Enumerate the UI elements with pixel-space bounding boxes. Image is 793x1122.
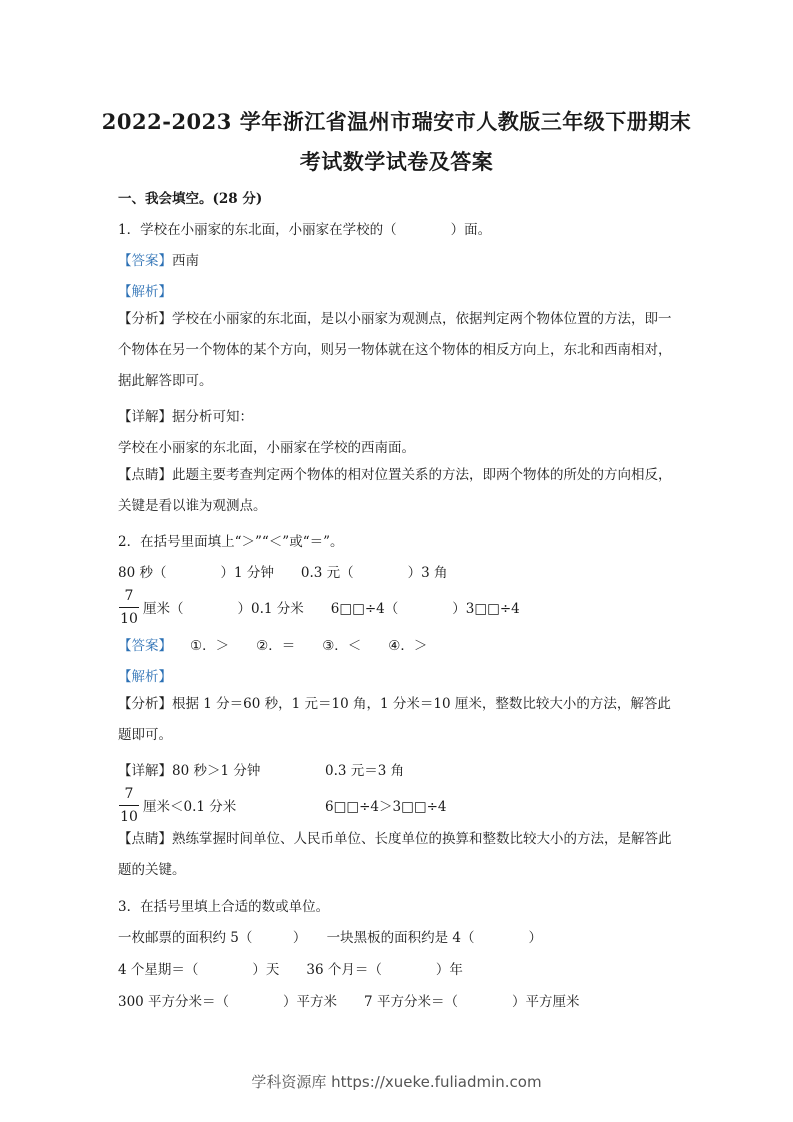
q2-row2: 厘米（ ）0.1 分米 6□□÷4（ ）3□□÷4: [143, 601, 520, 617]
q2-answer: [118, 634, 427, 654]
q1-fenxi: 【分析】学校在小丽家的东北面，是以小丽家为观测点，依据判定两个物体位置的方法，即一个物体在另一个物体的某个方向，则另一物体就在这个物体的相反方向上，东北和西南相对，据此解答即可。: [118, 311, 672, 389]
page-title-line2: 考试数学试卷及答案: [299, 149, 494, 174]
q1-analysis-label: 【解析】: [118, 284, 172, 300]
page-title-line1: 2022-2023 学年浙江省温州市瑞安市人教版三年级下册期末: [101, 109, 692, 134]
q2-xiangjie-c: 厘米＜0.1 分米: [143, 799, 237, 815]
q2-answer-value: ①．＞ ②．＝ ③．＜ ④．＞: [190, 638, 428, 654]
fraction-denominator: 10: [120, 611, 138, 627]
q1-answer: [118, 249, 199, 269]
q2-fenxi: 【分析】根据 1 分＝60 秒，1 元＝10 角，1 分米＝10 厘米，整数比较大小的方法，解答此题即可。: [118, 696, 671, 743]
question-2: 2．在括号里面填上“＞”“＜”或“＝”。: [118, 534, 344, 550]
page-footer-watermark: 学科资源库 https://xueke.fuliadmin.com: [251, 1073, 542, 1091]
q2-xiangjie-d: 6□□÷4＞3□□÷4: [325, 799, 447, 815]
fraction-numerator: 7: [124, 786, 134, 802]
q2-answer-label: 【答案】: [118, 638, 172, 654]
fraction-bar: [119, 607, 139, 608]
fraction-bar: [119, 805, 139, 806]
q1-dianjing: 【点睛】此题主要考查判定两个物体的相对位置关系的方法，即两个物体的所处的方向相反，关键是看以谁为观测点。: [118, 467, 672, 514]
question-3: 3．在括号里填上合适的数或单位。: [118, 899, 330, 915]
q2-fraction-2: [118, 785, 140, 826]
q3-row2: 4 个星期＝（ ）天 36 个月＝（ ）年: [118, 962, 463, 978]
fraction-denominator: 10: [120, 809, 138, 825]
q3-row1: 一枚邮票的面积约 5（ ） 一块黑板的面积约是 4（ ）: [118, 930, 543, 946]
q2-row1: 80 秒（ ）1 分钟 0.3 元（ ）3 角: [118, 565, 448, 581]
q1-answer-value: 西南: [172, 253, 199, 269]
q1-xiangjie-body: 学校在小丽家的东北面，小丽家在学校的西南面。: [118, 440, 415, 456]
question-1: 1．学校在小丽家的东北面，小丽家在学校的（ ）面。: [118, 222, 492, 238]
q2-analysis-label: 【解析】: [118, 669, 172, 685]
q2-xiangjie-a: 【详解】80 秒＞1 分钟: [118, 763, 261, 779]
section-heading: 一、我会填空。(28 分): [118, 191, 263, 207]
q1-xiangjie: 【详解】据分析可知：: [118, 409, 253, 425]
q2-xiangjie-b: 0.3 元＝3 角: [325, 763, 405, 779]
fraction-numerator: 7: [124, 588, 134, 604]
q2-dianjing: 【点睛】熟练掌握时间单位、人民币单位、长度单位的换算和整数比较大小的方法，是解答此题的关键。: [118, 831, 672, 878]
q2-fraction: [118, 587, 140, 628]
q1-answer-label: 【答案】: [118, 253, 172, 269]
q3-row3: 300 平方分米＝（ ）平方米 7 平方分米＝（ ）平方厘米: [118, 994, 580, 1010]
